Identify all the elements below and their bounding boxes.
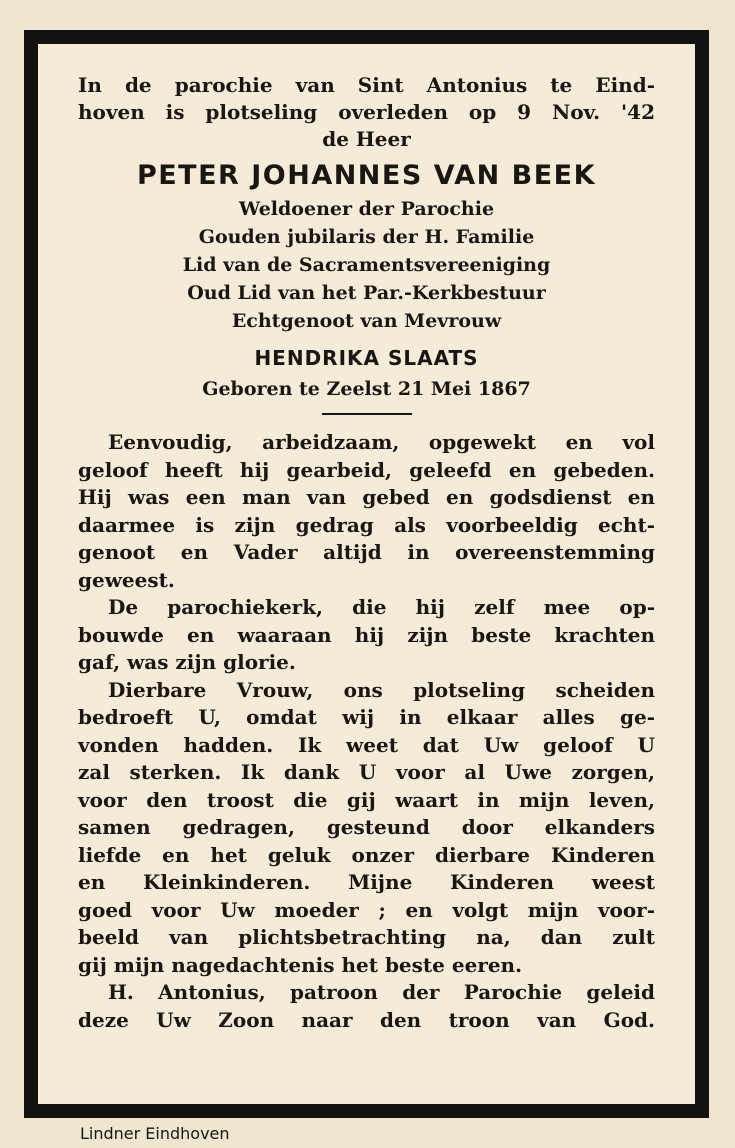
paragraph-prayer xyxy=(78,979,655,1034)
text-line: bouwde en waaraan hij zijn beste krachten xyxy=(78,622,655,647)
text-line: bedroeft U, omdat wij in elkaar alles ge- xyxy=(78,705,655,729)
paragraph-farewell xyxy=(78,677,655,980)
intro-text xyxy=(78,72,655,153)
paragraph-character xyxy=(78,429,655,594)
text-line: en Kleinkinderen. Mijne Kinderen weest xyxy=(78,870,655,894)
text-line: Dierbare Vrouw, ons plotseling scheiden xyxy=(108,677,655,702)
text-line: H. Antonius, patroon der Parochie geleid xyxy=(108,980,655,1004)
intro-line-2: hoven is plotseling overleden op 9 Nov. '42 xyxy=(78,100,655,124)
title-benefactor: Weldoener der Parochie xyxy=(238,198,495,220)
text-line: geweest. xyxy=(78,567,175,592)
title-church-board: Oud Lid van het Par.-Kerkbestuur xyxy=(187,282,546,304)
card-content xyxy=(78,72,655,1034)
spouse-name: HENDRIKA SLAATS xyxy=(254,346,479,370)
text-line: samen gedragen, gesteund door elkanders xyxy=(78,815,655,839)
birth-info: Geboren te Zeelst 21 Mei 1867 xyxy=(202,378,531,400)
text-line: vonden hadden. Ik weet dat Uw geloof U xyxy=(78,732,655,757)
deceased-name: PETER JOHANNES VAN BEEK xyxy=(136,160,597,191)
text-line: gij mijn nagedachtenis het beste eeren. xyxy=(78,952,523,977)
title-husband-of: Echtgenoot van Mevrouw xyxy=(231,310,502,332)
title-golden-jubilarian: Gouden jubilaris der H. Familie xyxy=(198,226,535,248)
paragraph-church xyxy=(78,594,655,677)
text-line: beeld van plichtsbetrachting na, dan zult xyxy=(78,925,655,949)
text-line: zal sterken. Ik dank U voor al Uwe zorgen, xyxy=(78,760,655,784)
text-line: genoot en Vader altijd in overeenstemming xyxy=(78,540,655,564)
memorial-card xyxy=(24,30,709,1118)
text-line: voor den troost die gij waart in mijn leven, xyxy=(78,787,655,812)
printer-credit: Lindner Eindhoven xyxy=(80,1124,230,1143)
text-line: liefde en het geluk onzer dierbare Kinderen xyxy=(78,842,655,867)
text-line: geloof heeft hij gearbeid, geleefd en gebeden. xyxy=(78,457,655,482)
title-sacrament-society: Lid van de Sacramentsvereeniging xyxy=(182,254,551,276)
text-line: gaf, was zijn glorie. xyxy=(78,650,296,674)
text-line: deze Uw Zoon naar den troon van God. xyxy=(78,1007,655,1032)
text-line: Eenvoudig, arbeidzaam, opgewekt en vol xyxy=(108,430,655,454)
text-line: De parochiekerk, die hij zelf mee op- xyxy=(108,595,655,619)
text-line: goed voor Uw moeder ; en volgt mijn voor- xyxy=(78,897,655,922)
text-line: daarmee is zijn gedrag als voorbeeldig echt- xyxy=(78,512,655,537)
intro-line-1: In de parochie van Sint Antonius te Eind- xyxy=(78,73,655,97)
text-line: Hij was een man van gebed en godsdienst en xyxy=(78,485,655,509)
divider-line xyxy=(322,413,412,415)
intro-line-3: de Heer xyxy=(322,127,411,151)
